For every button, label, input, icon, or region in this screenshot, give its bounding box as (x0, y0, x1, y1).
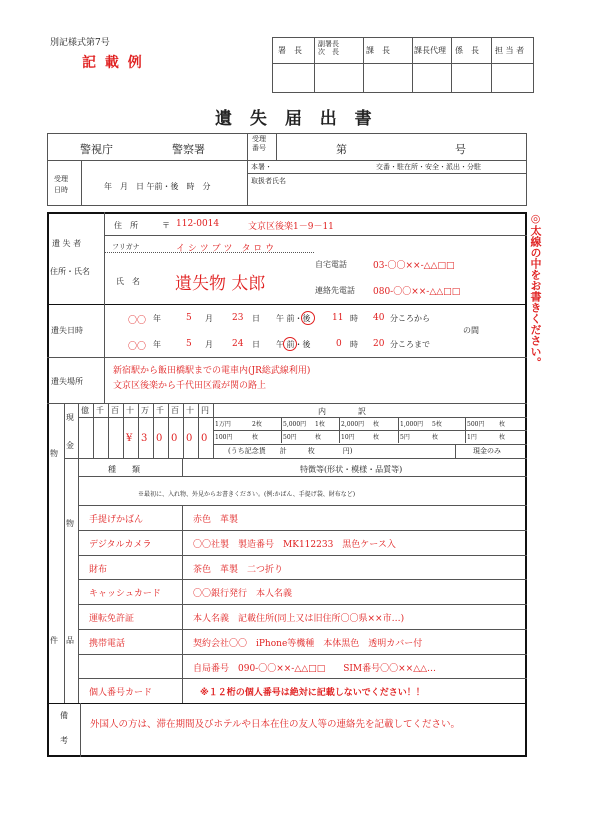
tsuki-label: 月 (205, 314, 213, 323)
breakdown-d2-0: 100円 (215, 434, 233, 441)
lost-to-hour: 0 (336, 339, 342, 349)
items-label-ken: 件 (50, 636, 58, 645)
approval-col-tanto: 担 当 者 (495, 46, 525, 55)
cash-unit-2: 百 (111, 406, 119, 415)
remarks-label-ko: 考 (60, 736, 68, 745)
ampm-label-2: 午 前・後 (276, 340, 311, 349)
cash-unit-7: 十 (186, 406, 194, 415)
lost-from-day: 23 (232, 313, 244, 323)
lost-place-line2: 文京区後楽から千代田区霞が関の路上 (113, 381, 267, 391)
address-value: 文京区後楽1－9－11 (248, 222, 334, 232)
nichi-label: 日 (252, 314, 260, 323)
breakdown-d1-0: 1万円 (215, 421, 231, 428)
to-label: 分ころまで (390, 340, 430, 349)
breakdown-d1-7: 5枚 (432, 421, 442, 428)
nen-label: 年 (153, 314, 161, 323)
document-title: 遺 失 届 出 書 (215, 109, 378, 129)
sample-label: 記 載 例 (82, 55, 144, 71)
item-kind: 財布 (89, 564, 108, 575)
breakdown-d2-1: 枚 (252, 434, 259, 441)
breakdown-d1-3: 1枚 (315, 421, 325, 428)
item-feature: 茶色 革製 二つ折り (193, 564, 284, 575)
between-label: の間 (463, 326, 479, 335)
lost-datetime-label: 遺失日時 (51, 326, 83, 335)
item-kind: 携帯電話 (89, 638, 126, 649)
police-station: 警察署 (172, 143, 205, 156)
cash-only: 現金のみ (473, 447, 501, 455)
item-feature: ※１２桁の個人番号は絶対に記載しないでください！！ (200, 688, 425, 699)
lost-to-month: 5 (186, 339, 192, 349)
lost-to-day: 24 (232, 339, 244, 349)
remarks-text: 外国人の方は、滞在期間及びホテルや日本在住の友人等の連絡先を記載してください。 (90, 719, 461, 730)
item-feature: 契約会社〇〇 iPhone等機種 本体黒色 透明カバー付 (193, 638, 423, 649)
breakdown-d2-7: 枚 (432, 434, 439, 441)
zip-code: 112-0014 (176, 219, 220, 229)
lost-place-line1: 新宿駅から飯田橋駅までの電車内(JR総武線利用) (113, 366, 311, 376)
approval-col-fukushocho: 副署長 次 長 (318, 40, 339, 56)
contact-tel-label: 連絡先電話 (315, 286, 355, 295)
item-feature: 赤色 革製 (193, 515, 239, 525)
zip-mark: 〒 (162, 221, 170, 230)
receipt-number-label: 受理 番号 (252, 135, 266, 152)
breakdown-d1-8: 500円 (467, 421, 485, 428)
item-feature: 〇〇社製 製造番号 MK112233 黒色ケース入 (193, 539, 396, 550)
breakdown-d1-1: 2枚 (252, 421, 262, 428)
breakdown-d1-5: 枚 (373, 421, 380, 428)
item-kind: キャッシュカード (89, 589, 161, 600)
item-feature-label: 特徴等(形状・模様・品質等) (300, 465, 403, 474)
address-name-label: 住所・氏名 (50, 267, 90, 276)
lost-from-month: 5 (186, 313, 192, 323)
nichi-label-2: 日 (252, 340, 260, 349)
address-label: 住 所 (114, 221, 138, 230)
furigana-label: フリガナ (112, 243, 140, 251)
name-label: 氏 名 (116, 277, 140, 286)
honsho: 本署・ (251, 163, 272, 171)
form-number: 別記様式第7号 (50, 38, 110, 48)
receipt-datetime-label: 受理 日時 (54, 175, 68, 194)
cash-digit-7: 0 (186, 433, 193, 444)
breakdown-d2-9: 枚 (499, 434, 506, 441)
cash-digit-8: 0 (201, 433, 208, 444)
name-value: 遺失物 太郎 (175, 274, 266, 294)
lost-to-year: 〇〇 (128, 342, 147, 352)
cash-digit-4: 3 (141, 433, 148, 444)
cash-unit-3: 十 (126, 406, 134, 415)
cash-unit-1: 千 (96, 406, 104, 415)
approval-col-kakaricho: 係 長 (455, 46, 479, 55)
am-circle (283, 337, 297, 351)
from-label: 分ころから (390, 314, 430, 323)
item-kind: 個人番号カード (89, 688, 153, 699)
lost-from-year: 〇〇 (128, 316, 147, 326)
receipt-go: 号 (455, 143, 466, 156)
home-tel-label: 自宅電話 (315, 260, 347, 269)
cash-label-kin: 金 (66, 441, 74, 450)
receipt-dai: 第 (336, 143, 347, 156)
tsuki-label-2: 月 (205, 340, 213, 349)
ji-label: 時 (350, 314, 358, 323)
breakdown-d2-8: 1円 (467, 434, 477, 441)
breakdown-d1-2: 5,000円 (283, 421, 307, 428)
breakdown-d2-3: 枚 (315, 434, 322, 441)
lost-from-hour: 11 (332, 313, 344, 323)
remarks-label-bi: 備 (60, 711, 68, 720)
cash-unit-4: 万 (141, 406, 149, 415)
ampm-label: 午 前・後 (276, 314, 311, 323)
handler-name-label: 取扱者氏名 (251, 177, 286, 185)
cash-label-gen: 現 (66, 413, 74, 422)
breakdown-d1-6: 1,000円 (400, 421, 424, 428)
approval-col-kachodairi: 課長代理 (414, 46, 446, 55)
item-kind: デジタルカメラ (89, 539, 152, 550)
receipt-datetime: 年 月 日 午前・後 時 分 (104, 182, 211, 191)
approval-col-kacho: 課 長 (366, 46, 390, 55)
lost-place-label: 遺失場所 (51, 377, 83, 386)
approval-col-shocho: 署 長 (278, 46, 302, 55)
item-feature: 本人名義 記載住所(同上又は旧住所〇〇県××市…) (193, 614, 405, 624)
commemorative-coins: (うち記念貨 計 枚 円) (228, 447, 353, 455)
lost-from-minute: 40 (373, 313, 385, 323)
ji-label-2: 時 (350, 340, 358, 349)
item-kind-label: 種 類 (108, 465, 140, 474)
pm-circle (301, 311, 315, 325)
breakdown-label: 内 訳 (318, 407, 366, 416)
lost-to-minute: 20 (373, 339, 385, 349)
cash-unit-8: 円 (201, 406, 209, 415)
breakdown-d2-5: 枚 (373, 434, 380, 441)
cash-unit-6: 百 (171, 406, 179, 415)
cash-digit-5: 0 (156, 433, 163, 444)
cash-unit-0: 億 (81, 406, 89, 415)
loser-label: 遺 失 者 (52, 239, 82, 248)
items-label-mono: 物 (66, 519, 74, 528)
nen-label-2: 年 (153, 340, 161, 349)
item-feature: 自局番号 090-〇〇××-△△□□ SIM番号〇〇××△△… (193, 663, 437, 674)
breakdown-d2-2: 50円 (283, 434, 297, 441)
items-label-hin: 品 (66, 636, 74, 645)
contact-tel-value: 080-〇〇××-△△□□ (373, 287, 461, 297)
item-kind: 運転免許証 (89, 614, 135, 624)
furigana-value: イ シ ツ ブ ツ タ ロ ウ (176, 244, 275, 254)
cash-unit-5: 千 (156, 406, 164, 415)
item-kind: 手提げかばん (89, 515, 144, 525)
breakdown-d1-4: 2,000円 (341, 421, 365, 428)
breakdown-d1-9: 枚 (499, 421, 506, 428)
cash-digit-3: ¥ (126, 433, 133, 444)
item-feature: 〇〇銀行発行 本人名義 (193, 589, 293, 600)
breakdown-d2-6: 5円 (400, 434, 410, 441)
instruction-notice: ◎太線の中をお書きください。 (529, 212, 542, 368)
cash-digit-6: 0 (171, 433, 178, 444)
police-hq: 警視庁 (80, 143, 113, 156)
item-instruction: ※最初に、入れ物、外見からお書きください。(例:かばん、手提げ袋、財布など) (138, 491, 356, 498)
branch-types: 交番・駐在所・安全・派出・分駐 (376, 163, 481, 171)
home-tel-value: 03-〇〇××-△△□□ (373, 261, 455, 271)
goods-label-mono: 物 (50, 449, 58, 458)
breakdown-d2-4: 10円 (341, 434, 355, 441)
